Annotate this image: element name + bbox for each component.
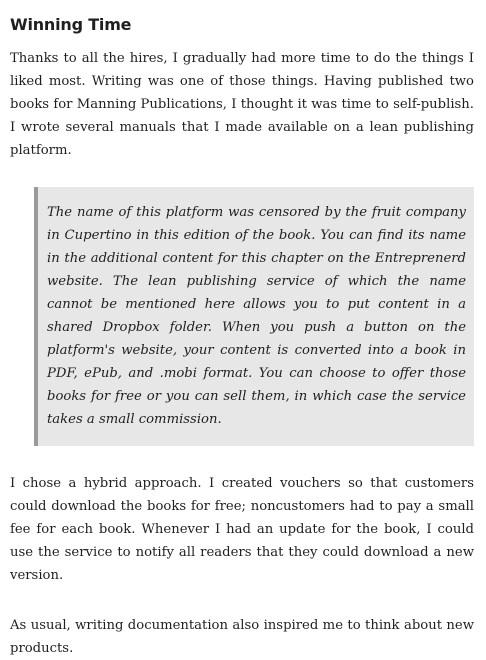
- blockquote-note: [34, 187, 474, 446]
- blockquote-text: The name of this platform was censored by the fruit company in Cupertino in this edition of the book. You can find its name in the additional content for this chapter on the Entreprenerd website. The lean publishing service of which the name cannot be mentioned here allows you to put content in a shared Dropbox folder. When you push a button on the platform's website, your content is converted into a book in PDF, ePub, and .mobi format. You can choose to offer those books for free or you can sell them, in which case the service takes a small commission.: [47, 205, 466, 427]
- document-page: [10, 12, 474, 660]
- section-heading: Winning Time: [10, 15, 132, 34]
- paragraph-hybrid-approach: I chose a hybrid approach. I created vouchers so that customers could download the books for free; noncustomers had to pay a small fee for each book. Whenever I had an update for the book, I could use the service to notify all readers that they could download a new version.: [10, 476, 474, 583]
- paragraph-documentation: As usual, writing documentation also inspired me to think about new products.: [10, 618, 474, 656]
- paragraph-intro: Thanks to all the hires, I gradually had more time to do the things I liked most. Writing was one of those things. Having published two books for Manning Publications, I thought it was time to self-publish. I wrote several manuals that I made available on a lean publishing platform.: [10, 51, 474, 158]
